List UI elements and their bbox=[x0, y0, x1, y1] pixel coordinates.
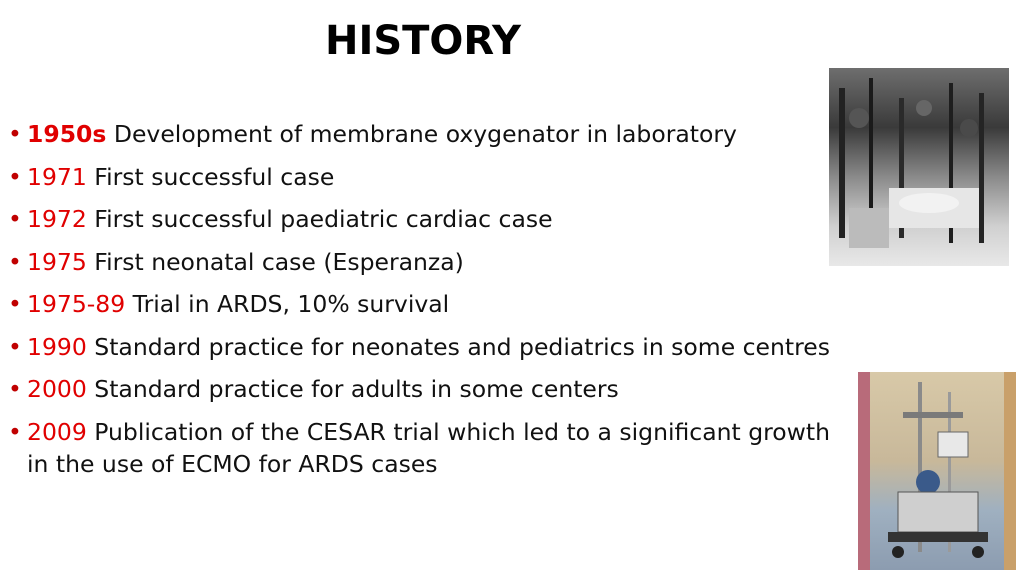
bullet-text: Standard practice for neonates and pediatrics in some centres bbox=[86, 332, 830, 361]
modern-ecmo-photo bbox=[858, 372, 1016, 570]
bullet-dot-icon: • bbox=[8, 205, 22, 233]
bullet-dot-icon: • bbox=[8, 247, 22, 276]
historic-ecmo-photo bbox=[829, 68, 1009, 290]
bullet-dot-icon: • bbox=[8, 332, 22, 361]
bullet-year: 1972 bbox=[27, 205, 87, 233]
bullet-dot-icon: • bbox=[8, 162, 22, 191]
bullet-text: First neonatal case (Esperanza) bbox=[86, 247, 464, 276]
bullet-item-1975-89 bbox=[8, 288, 938, 320]
bullet-dot-icon: • bbox=[8, 290, 22, 318]
bullet-dot-icon: • bbox=[8, 417, 22, 446]
bullet-year: 1975-89 bbox=[27, 290, 126, 318]
bullet-year: 1990 bbox=[27, 332, 87, 361]
bullet-year: 1971 bbox=[27, 162, 87, 191]
bullet-item-1972 bbox=[8, 203, 938, 235]
bullet-year: 2009 bbox=[27, 417, 87, 446]
bullet-year: 1950s bbox=[27, 120, 107, 148]
modern-ecmo-illustration bbox=[858, 372, 1016, 570]
bullet-item-1975 bbox=[8, 246, 938, 278]
bullet-dot-icon: • bbox=[8, 375, 22, 403]
bullet-item-1950s bbox=[8, 118, 938, 150]
bullet-item-1990 bbox=[8, 331, 938, 363]
historic-ecmo-image bbox=[829, 68, 1009, 266]
bullet-item-1971 bbox=[8, 161, 938, 193]
bullet-text: Development of membrane oxygenator in laboratory bbox=[106, 120, 737, 148]
bullet-text: Trial in ARDS, 10% survival bbox=[125, 290, 450, 318]
bullet-item-2000 bbox=[8, 373, 938, 405]
slide-title: HISTORY bbox=[324, 18, 522, 64]
bullet-item-2009 bbox=[8, 416, 847, 480]
bullet-text: Publication of the CESAR trial which led to a significant growth in the use of ECMO for ARDS cases bbox=[27, 417, 830, 478]
historic-ecmo-illustration bbox=[829, 68, 1009, 266]
bullet-text: First successful paediatric cardiac case bbox=[86, 205, 553, 233]
bullet-year: 2000 bbox=[27, 375, 87, 403]
bullet-text: Standard practice for adults in some centers bbox=[86, 375, 619, 403]
bullet-dot-icon: • bbox=[8, 120, 22, 148]
bullet-year: 1975 bbox=[27, 247, 87, 276]
bullet-text: First successful case bbox=[86, 162, 335, 191]
history-bullet-list bbox=[8, 118, 938, 490]
